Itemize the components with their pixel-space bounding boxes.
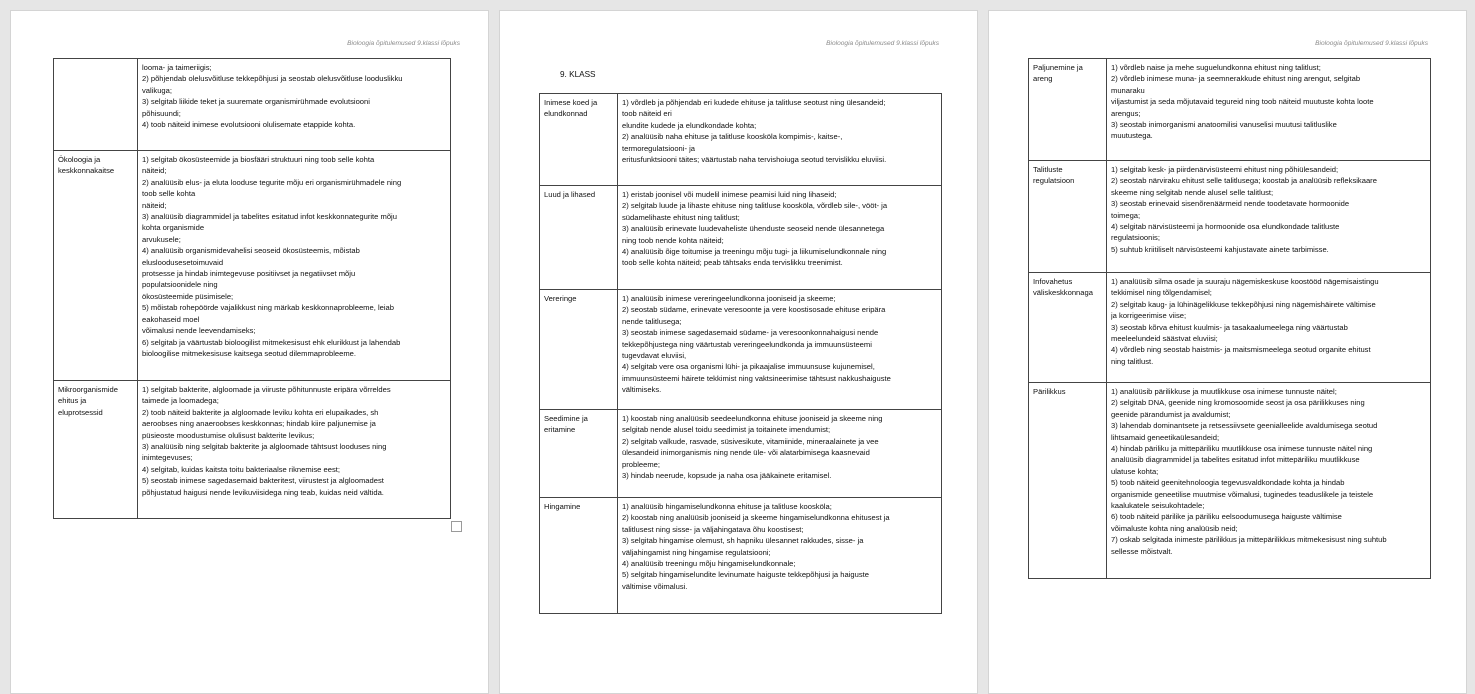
outcome-line: 3) selgitab liikide teket ja suuremate organismirühmade evolutsiooni bbox=[142, 97, 370, 107]
topic-label: Vereringe bbox=[544, 294, 577, 303]
topic-label: Pärilikkus bbox=[1033, 387, 1066, 396]
outcome-line: 5) suhtub kriitiliselt närvisüsteemi kahjustavate ainete tarbimisse. bbox=[1111, 244, 1329, 254]
table-row bbox=[1029, 59, 1431, 161]
outcomes-cell[interactable] bbox=[618, 410, 942, 498]
outcome-line: põhisuundi; bbox=[142, 108, 181, 118]
outcome-line: 2) selgitab luude ja lihaste ehituse ning talitluse koosköla, võrdleb sile-, vööt- ja bbox=[622, 201, 888, 211]
outcome-line: valikuga; bbox=[142, 85, 172, 95]
outcomes-cell[interactable] bbox=[138, 59, 451, 151]
outcome-line: 1) selgitab kesk- ja piirdenärvisüsteemi ehitust ning põhiülesandeid; bbox=[1111, 165, 1339, 174]
outcome-line: 1) analüüsib pärilikkuse ja muutlikkuse osa inimese tunnuste näitel; bbox=[1111, 387, 1337, 396]
outcome-line: näiteid; bbox=[142, 200, 167, 210]
outcome-line: looma- ja taimeriigis; bbox=[142, 63, 212, 72]
outcome-line: eritusfunktsiooni täites; väärtustab naha tervishoiuga seotud tervislikku eluviisi. bbox=[622, 155, 887, 165]
topic-cell[interactable] bbox=[1029, 161, 1107, 273]
outcome-line: püsieoste moodustumise olulisust bakterite levikus; bbox=[142, 430, 315, 440]
outcome-line: 6) toob näiteid pärilike ja päriliku eelsoodumusega haiguste vältimise bbox=[1111, 512, 1342, 522]
outcome-line: 3) seostab erinevaid sisenõrenäärmeid nende toodetavate hormoonide bbox=[1111, 199, 1350, 209]
topic-label: Infovahetus väliskeskkonnaga bbox=[1033, 277, 1093, 298]
outcome-line: toob näiteid eri bbox=[622, 109, 672, 119]
table-row bbox=[1029, 273, 1431, 383]
outcome-line: 4) analüüsib organismidevahelisi seoseid ökosüsteemis, mõistab bbox=[142, 246, 360, 256]
topic-cell[interactable] bbox=[54, 59, 138, 151]
topic-cell[interactable] bbox=[1029, 273, 1107, 383]
outcome-line: 2) analüüsib naha ehituse ja talitluse koosköla kompimis-, kaitse-, bbox=[622, 132, 843, 142]
outcomes-table bbox=[1028, 58, 1431, 579]
outcomes-cell[interactable] bbox=[138, 381, 451, 519]
outcome-line: 1) analüüsib inimese vereringeelundkonna jooniseid ja skeeme; bbox=[622, 294, 836, 303]
outcome-line: aeroobses ning anaeroobses keskkonnas; hindab kiire paljunemise ja bbox=[142, 419, 376, 429]
outcome-line: 2) toob näiteid bakterite ja algloomade leviku kohta eri elupaikades, sh bbox=[142, 407, 379, 417]
table-body bbox=[1029, 59, 1431, 579]
outcome-line: sellesse mõistvalt. bbox=[1111, 546, 1173, 556]
outcome-line: 7) oskab selgitada inimeste pärilikkus ja mittepärilikkus mitmekesisust ning suhtub bbox=[1111, 535, 1387, 545]
topic-cell[interactable] bbox=[54, 381, 138, 519]
outcome-line: 2) selgitab valkude, rasvade, süsivesikute, vitamiinide, mineraalainete ja vee bbox=[622, 436, 879, 446]
outcome-line: tugevdavat eluviisi, bbox=[622, 351, 687, 361]
outcome-line: 4) analüüsib treeningu mõju hingamiselundkonnale; bbox=[622, 559, 796, 569]
outcome-line: ning talitlust. bbox=[1111, 356, 1154, 366]
outcome-line: võimaluste kohta ning analüüsib neid; bbox=[1111, 523, 1238, 533]
outcome-line: 5) mõistab rohepöörde vajalikkust ning märkab keskkonnaprobleeme, leiab bbox=[142, 303, 394, 313]
outcomes-cell[interactable] bbox=[618, 498, 942, 614]
outcome-line: 4) toob näiteid inimese evolutsiooni olulisemate etappide kohta. bbox=[142, 120, 356, 130]
outcome-line: 5) selgitab hingamiselundite levinumate haiguste tekkepõhjusi ja haiguste bbox=[622, 570, 869, 580]
topic-label: Luud ja lihased bbox=[544, 190, 596, 199]
table-row bbox=[540, 410, 942, 498]
outcome-line: 2) põhjendab olelusvõitluse tekkepõhjusi ja seostab olelusvõitluse looduslikku bbox=[142, 74, 403, 84]
outcome-line: elundite kudede ja elundkondade kohta; bbox=[622, 120, 757, 130]
outcome-line: 4) analüüsib õige toitumise ja treeningu mõju tugi- ja liikumiselundkonnale ning bbox=[622, 247, 887, 257]
outcome-line: arvukusele; bbox=[142, 234, 181, 244]
outcome-line: ja korrigeerimise viise; bbox=[1111, 311, 1187, 321]
outcomes-cell[interactable] bbox=[618, 186, 942, 290]
outcome-line: 3) seostab inimorganismi anatoomilisi vanuselisi muutusi talitluslike bbox=[1111, 120, 1337, 130]
outcomes-table bbox=[539, 93, 942, 614]
outcome-line: 5) toob näiteid geenitehnoloogia tegevusvaldkondade kohta ja hindab bbox=[1111, 478, 1345, 488]
outcome-line: 3) seostab kõrva ehitust kuulmis- ja tasakaalumeelega ning väärtustab bbox=[1111, 322, 1348, 332]
outcome-line: 2) selgitab DNA, geenide ning kromosoomide seost ja osa pärilikkuses ning bbox=[1111, 398, 1365, 408]
topic-label: Inimese koed ja elundkonnad bbox=[544, 98, 598, 119]
outcome-line: 2) selgitab kaug- ja lühinägelikkuse tekkepõhjusi ning nägemishäirete vältimise bbox=[1111, 299, 1376, 309]
outcome-line: 1) selgitab bakterite, algloomade ja viiruste põhitunnuste eripära võrreldes bbox=[142, 385, 391, 394]
outcome-line: selgitab nende alusel toidu seedimist ja toitainete imendumist; bbox=[622, 425, 831, 435]
outcomes-cell[interactable] bbox=[1107, 161, 1431, 273]
table-row bbox=[54, 59, 451, 151]
table-row bbox=[540, 290, 942, 410]
outcomes-table bbox=[53, 58, 451, 519]
outcome-line: 3) hindab neerude, kopsude ja naha osa jääkainete eritamisel. bbox=[622, 471, 832, 481]
outcome-line: näiteid; bbox=[142, 166, 167, 176]
outcome-line: organismide geneetilise muutmise võimalusi, tuginedes teaduslikele ja teistele bbox=[1111, 489, 1374, 499]
outcomes-cell[interactable] bbox=[138, 151, 451, 381]
outcome-line: 1) analüüsib hingamiselundkonna ehituse ja talitluse koosköla; bbox=[622, 502, 832, 511]
outcome-line: arengus; bbox=[1111, 108, 1141, 118]
outcomes-cell[interactable] bbox=[618, 290, 942, 410]
topic-label: Mikroorganismide ehitus ja eluprotsessid bbox=[58, 385, 118, 417]
outcomes-cell[interactable] bbox=[1107, 383, 1431, 579]
outcome-line: 4) selgitab vere osa organismi lühi- ja pikaajalise immuunsuse kujunemisel, bbox=[622, 362, 875, 372]
outcome-line: lihtsamaid geneetikaülesandeid; bbox=[1111, 432, 1220, 442]
page-header: Bioloogia õpitulemused 9.klassi lõpuks bbox=[347, 40, 460, 47]
topic-cell[interactable] bbox=[1029, 383, 1107, 579]
outcome-line: kohta organismide bbox=[142, 223, 205, 233]
table-row bbox=[540, 186, 942, 290]
document-page-1 bbox=[10, 10, 489, 694]
table-row bbox=[1029, 161, 1431, 273]
topic-cell[interactable] bbox=[540, 186, 618, 290]
outcome-line: 4) selgitab närvisüsteemi ja hormoonide osa elundkondade talitluste bbox=[1111, 222, 1340, 232]
topic-label: Ökoloogia ja keskkonnakaitse bbox=[58, 155, 115, 176]
outcome-line: 1) eristab joonisel või mudelil inimese peamisi luid ning lihaseid; bbox=[622, 190, 837, 199]
outcome-line: probleeme; bbox=[622, 459, 660, 469]
outcome-line: tekkepõhjustega ning väärtustab vereringeelundkonda ja immuunsüsteemi bbox=[622, 339, 872, 349]
outcome-line: 2) analüüsib elus- ja eluta looduse tegurite mõju eri organismirühmadele ning bbox=[142, 177, 402, 187]
outcome-line: tekkimisel ning tõlgendamisel; bbox=[1111, 288, 1212, 298]
outcome-line: 1) võrdleb naise ja mehe suguelundkonna ehitust ning talitlust; bbox=[1111, 63, 1321, 72]
outcome-line: meeleelundeid säästvat eluviisi; bbox=[1111, 334, 1218, 344]
topic-label: Talitluste regulatsioon bbox=[1033, 165, 1075, 186]
outcome-line: ülesandeid inimorganismis ning nende üle- või alatarbimisega kaasnevaid bbox=[622, 448, 870, 458]
outcome-line: põhjustatud haigusi nende levikuviisidega ning teab, kuidas neid vältida. bbox=[142, 487, 384, 497]
outcomes-cell[interactable] bbox=[618, 94, 942, 186]
outcome-line: inimtegevuses; bbox=[142, 453, 193, 463]
outcome-line: toob selle kohta bbox=[142, 189, 196, 199]
topic-cell[interactable] bbox=[540, 94, 618, 186]
page-header: Bioloogia õpitulemused 9.klassi lõpuks bbox=[1315, 40, 1428, 47]
class-heading: 9. KLASS bbox=[560, 70, 596, 79]
outcome-line: võimalusi nende leevendamiseks; bbox=[142, 326, 256, 336]
table-row bbox=[54, 151, 451, 381]
outcome-line: 5) seostab inimese sagedasemaid bakteritest, viirustest ja algloomadest bbox=[142, 476, 384, 486]
outcome-line: nende talitlusega; bbox=[622, 316, 682, 326]
outcome-line: 3) seostab inimese sagedasemaid südame- ja veresoonkonnahaigusi nende bbox=[622, 328, 879, 338]
outcome-line: vältimiseks. bbox=[622, 385, 662, 395]
outcome-line: muutustega. bbox=[1111, 131, 1153, 141]
outcome-line: 4) hindab päriliku ja mittepäriliku muutlikkuse osa inimese tunnuste näitel ning bbox=[1111, 444, 1373, 454]
outcome-line: 2) võrdleb inimese muna- ja seemnerakkude ehitust ning arengut, selgitab bbox=[1111, 74, 1361, 84]
outcome-line: väljahingamist ning hingamise regulatsiooni; bbox=[622, 547, 771, 557]
outcome-line: toimega; bbox=[1111, 210, 1141, 220]
outcome-line: immuunsüsteemi häirete tekkimist ning vaktsineerimise tähtsust nakkushaiguste bbox=[622, 373, 891, 383]
outcome-line: 2) koostab ning analüüsib jooniseid ja skeeme hingamiselundkonna ehitusest ja bbox=[622, 513, 890, 523]
outcome-line: bioloogilise mitmekesisuse kaitsega seotud dilemmaprobleeme. bbox=[142, 348, 356, 358]
outcome-line: ökosüsteemide püsimisele; bbox=[142, 291, 234, 301]
outcome-line: populatsioonidele ning bbox=[142, 280, 218, 290]
topic-cell[interactable] bbox=[540, 498, 618, 614]
table-body bbox=[54, 59, 451, 519]
outcome-line: 3) analüüsib diagrammidel ja tabelites esitatud infot keskkonnategurite mõju bbox=[142, 212, 397, 222]
outcome-line: 1) analüüsib silma osade ja suuraju nägemiskeskuse koostööd nägemisaistingu bbox=[1111, 277, 1379, 286]
table-row bbox=[1029, 383, 1431, 579]
outcome-line: munaraku bbox=[1111, 85, 1145, 95]
outcome-line: südamelihaste ehitust ning talitlust; bbox=[622, 212, 740, 222]
outcome-line: 3) selgitab hingamise olemust, sh hapniku ülesannet rakkudes, sisse- ja bbox=[622, 536, 864, 546]
outcome-line: ulatuse kohta; bbox=[1111, 466, 1159, 476]
topic-cell[interactable] bbox=[540, 290, 618, 410]
outcome-line: 1) selgitab ökosüsteemide ja biosfääri struktuuri ning toob selle kohta bbox=[142, 155, 375, 164]
document-page-3 bbox=[988, 10, 1467, 694]
outcome-line: elusloodusesetoimuvaid bbox=[142, 257, 224, 267]
outcomes-cell[interactable] bbox=[1107, 59, 1431, 161]
outcome-line: 1) võrdleb ja põhjendab eri kudede ehituse ja talitluse seotust ning ülesandeid; bbox=[622, 98, 886, 107]
outcome-line: 2) seostab närviraku ehitust selle talitlusega; koostab ja analüüsib refleksikaare bbox=[1111, 176, 1377, 186]
table-row bbox=[54, 381, 451, 519]
table-row bbox=[540, 498, 942, 614]
outcome-line: eakohaseid moel bbox=[142, 314, 200, 324]
outcome-line: ning toob nende kohta näiteid; bbox=[622, 235, 724, 245]
outcome-line: geenide pärandumist ja avaldumist; bbox=[1111, 409, 1231, 419]
outcome-line: 4) võrdleb ning seostab haistmis- ja maitsmismeelega seotud organite ehitust bbox=[1111, 345, 1371, 355]
outcome-line: taimede ja loomadega; bbox=[142, 396, 219, 406]
outcome-line: viljastumist ja seda mõjutavaid tegureid ning toob näiteid muutuste kohta loote bbox=[1111, 97, 1374, 107]
outcome-line: talitlusest ning sisse- ja väljahingatava õhu koostisest; bbox=[622, 524, 804, 534]
outcome-line: vältimise võimalusi. bbox=[622, 581, 688, 591]
outcome-line: termoregulatsiooni- ja bbox=[622, 143, 696, 153]
outcome-line: 3) lahendab dominantsete ja retsessiivsete geenialleelide avaldumisega seotud bbox=[1111, 421, 1378, 431]
outcome-line: kaalukatele seisukohtadele; bbox=[1111, 501, 1205, 511]
outcome-line: 3) analüüsib ning selgitab bakterite ja algloomade tähtsust looduses ning bbox=[142, 442, 387, 452]
outcome-line: protsesse ja hindab inimtegevuse positiivset ja negatiivset mõju bbox=[142, 269, 356, 279]
topic-cell[interactable] bbox=[540, 410, 618, 498]
outcome-line: skeeme ning selgitab nende alusel selle talitlust; bbox=[1111, 187, 1274, 197]
outcome-line: 3) analüüsib erinevate luudevaheliste ühenduste seoseid nende ülesannetega bbox=[622, 224, 885, 234]
page-header: Bioloogia õpitulemused 9.klassi lõpuks bbox=[826, 40, 939, 47]
topic-label: Seedimine ja eritamine bbox=[544, 414, 588, 435]
table-row bbox=[540, 94, 942, 186]
topic-label: Paljunemine ja areng bbox=[1033, 63, 1083, 84]
outcome-line: toob selle kohta näiteid; peab tähtsaks enda tervislikku treenimist. bbox=[622, 258, 843, 268]
outcome-line: 1) koostab ning analüüsib seedeelundkonna ehituse jooniseid ja skeeme ning bbox=[622, 414, 883, 423]
topic-label: Hingamine bbox=[544, 502, 581, 511]
outcome-line: 4) selgitab, kuidas kaitsta toitu bakteriaalse riknemise eest; bbox=[142, 464, 340, 474]
outcome-line: 2) seostab südame, erinevate veresoonte ja vere koostisosade ehituse eripära bbox=[622, 305, 886, 315]
table-resize-handle[interactable] bbox=[451, 521, 462, 532]
document-page-2 bbox=[499, 10, 978, 694]
table-body bbox=[540, 94, 942, 614]
outcome-line: 6) selgitab ja väärtustab bioloogilist mitmekesisust ehk elurikkust ja lahendab bbox=[142, 337, 401, 347]
outcome-line: analüüsib diagrammidel ja tabelites esitatud infot mittepäriliku muutlikkuse bbox=[1111, 455, 1360, 465]
topic-cell[interactable] bbox=[54, 151, 138, 381]
outcome-line: regulatsioonis; bbox=[1111, 233, 1160, 243]
topic-cell[interactable] bbox=[1029, 59, 1107, 161]
outcomes-cell[interactable] bbox=[1107, 273, 1431, 383]
